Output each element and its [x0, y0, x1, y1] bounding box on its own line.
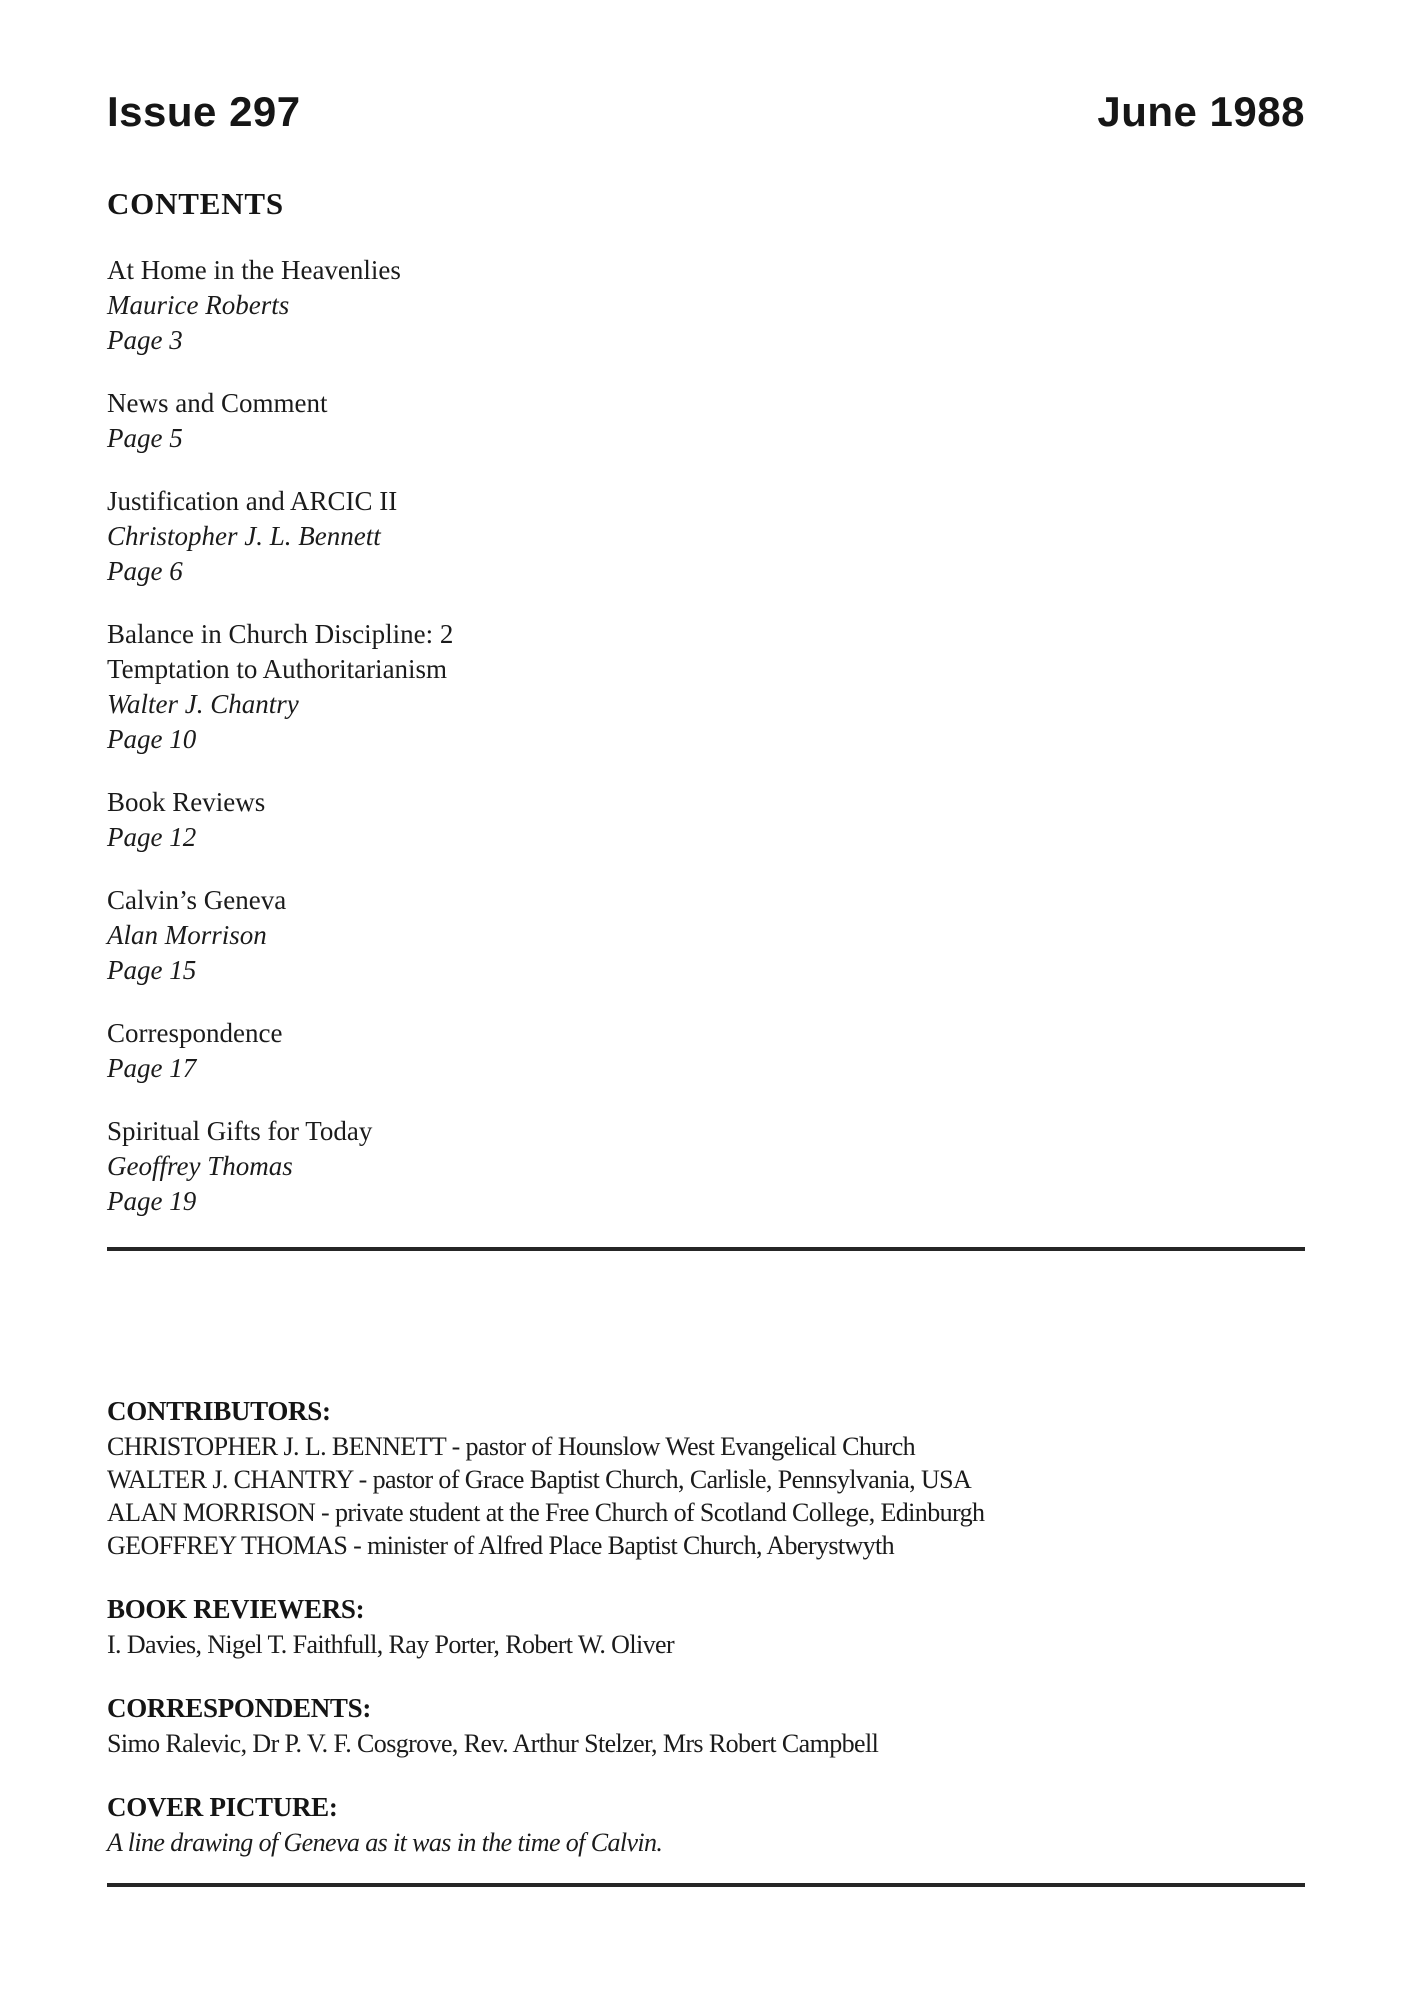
article-title: Balance in Church Discipline: 2	[107, 619, 454, 650]
contributors-heading: CONTRIBUTORS:	[107, 1396, 331, 1427]
toc-entry	[107, 1016, 1305, 1086]
article-title: Spiritual Gifts for Today	[107, 1116, 373, 1147]
correspondents-section	[107, 1692, 1305, 1760]
correspondents-heading: CORRESPONDENTS:	[107, 1693, 372, 1724]
cover-picture-section	[107, 1791, 1305, 1859]
article-title: Calvin’s Geneva	[107, 885, 287, 916]
divider-rule-top	[107, 1247, 1305, 1251]
article-title: News and Comment	[107, 388, 328, 419]
contributor-line: CHRISTOPHER J. L. BENNETT - pastor of Hounslow West Evangelical Church	[107, 1432, 916, 1462]
article-title-line-2: Temptation to Authoritarianism	[107, 654, 448, 685]
contributors-section	[107, 1395, 1305, 1562]
article-author: Christopher J. L. Bennett	[107, 521, 381, 552]
toc-entry	[107, 617, 1305, 757]
article-author: Maurice Roberts	[107, 290, 290, 321]
article-title: Correspondence	[107, 1018, 283, 1049]
credits	[107, 1395, 1305, 1859]
issue-number: Issue 297	[107, 88, 301, 135]
issue-date: June 1988	[1097, 88, 1305, 135]
article-author: Geoffrey Thomas	[107, 1151, 293, 1182]
book-reviewers-line: I. Davies, Nigel T. Faithfull, Ray Porter, Robert W. Oliver	[107, 1630, 675, 1660]
divider-rule-bottom	[107, 1883, 1305, 1887]
contents-heading: CONTENTS	[107, 186, 284, 222]
book-reviewers-section	[107, 1593, 1305, 1661]
toc-entry	[107, 253, 1305, 358]
cover-picture-heading: COVER PICTURE:	[107, 1792, 338, 1823]
article-page: Page 6	[107, 556, 183, 587]
cover-picture-caption: A line drawing of Geneva as it was in the time of Calvin.	[107, 1828, 663, 1858]
article-title: At Home in the Heavenlies	[107, 255, 401, 286]
article-page: Page 12	[107, 822, 197, 853]
toc-entry	[107, 883, 1305, 988]
contributor-line: GEOFFREY THOMAS - minister of Alfred Place Baptist Church, Aberystwyth	[107, 1531, 895, 1561]
article-author: Alan Morrison	[107, 920, 267, 951]
contributor-line: WALTER J. CHANTRY - pastor of Grace Baptist Church, Carlisle, Pennsylvania, USA	[107, 1465, 972, 1495]
article-page: Page 3	[107, 325, 183, 356]
article-page: Page 15	[107, 955, 197, 986]
contributor-line: ALAN MORRISON - private student at the Free Church of Scotland College, Edinburgh	[107, 1498, 985, 1528]
article-page: Page 17	[107, 1053, 197, 1084]
toc-entry	[107, 386, 1305, 456]
table-of-contents	[107, 253, 1305, 1219]
toc-entry	[107, 785, 1305, 855]
book-reviewers-heading: BOOK REVIEWERS:	[107, 1594, 365, 1625]
article-page: Page 5	[107, 423, 183, 454]
article-title: Book Reviews	[107, 787, 266, 818]
toc-entry	[107, 1114, 1305, 1219]
article-page: Page 10	[107, 724, 197, 755]
correspondents-line: Simo Ralevic, Dr P. V. F. Cosgrove, Rev. Arthur Stelzer, Mrs Robert Campbell	[107, 1729, 879, 1759]
article-title: Justification and ARCIC II	[107, 486, 398, 517]
masthead	[107, 0, 1305, 134]
article-author: Walter J. Chantry	[107, 689, 299, 720]
toc-entry	[107, 484, 1305, 589]
article-page: Page 19	[107, 1186, 197, 1217]
